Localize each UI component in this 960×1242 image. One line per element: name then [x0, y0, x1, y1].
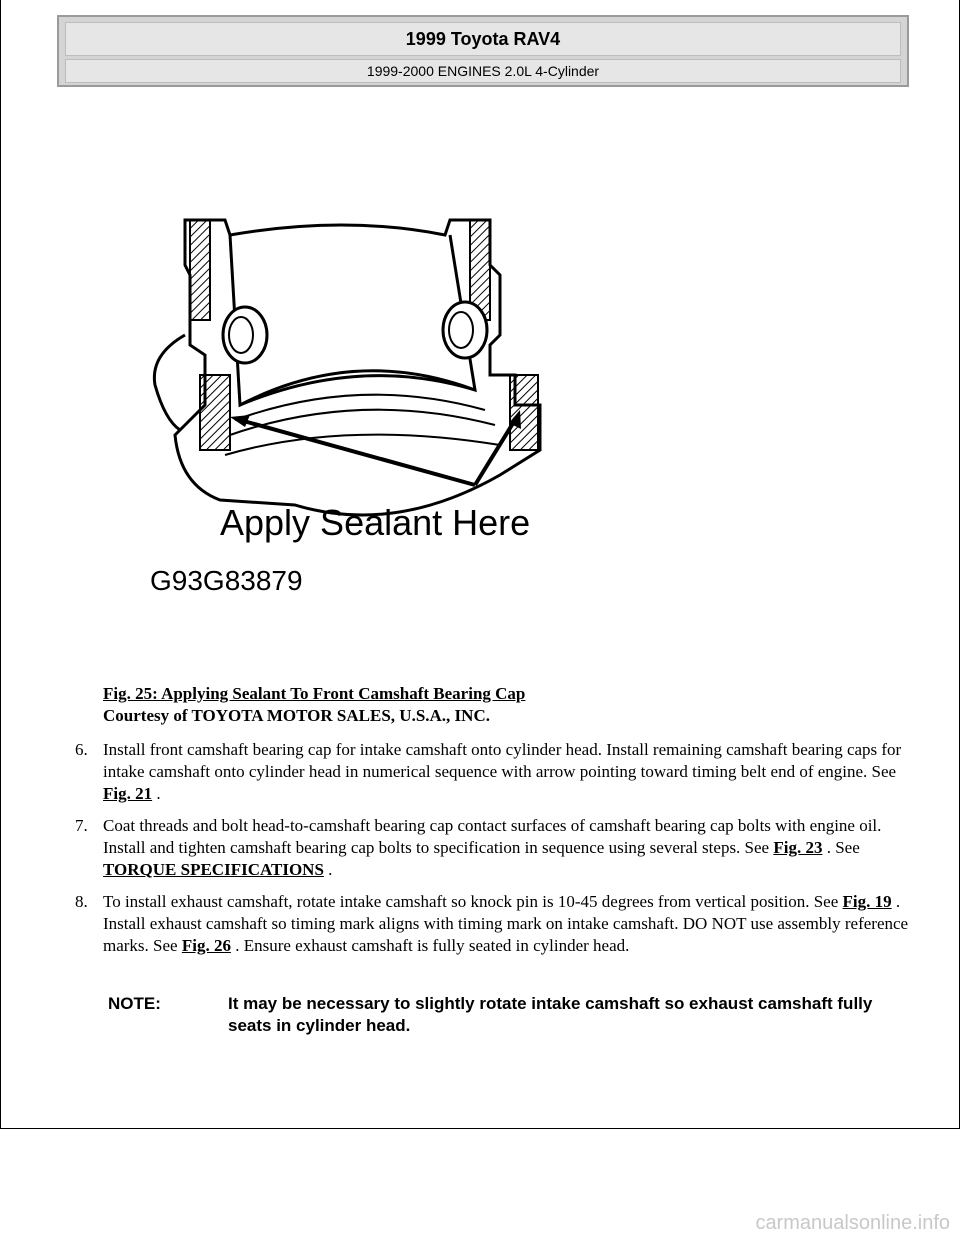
step-text: .: [152, 784, 161, 803]
section-subtitle: 1999-2000 ENGINES 2.0L 4-Cylinder: [65, 59, 901, 83]
document-header: [57, 15, 909, 87]
sealant-label: Apply Sealant Here: [220, 502, 531, 543]
fig-19-link[interactable]: Fig. 19: [842, 892, 892, 911]
step-number: 7.: [75, 816, 88, 835]
step-text: .: [323, 860, 333, 879]
bearing-cap-drawing: [145, 205, 575, 615]
step-text: Coat threads and bolt head-to-camshaft bearing cap contact surfaces of camshaft bearing cap bolts with engine oil. Install and tighten camshaft bearing cap bolts to specification in sequence using several steps. See: [103, 816, 882, 857]
watermark: carmanualsonline.info: [755, 1212, 950, 1234]
step-7: [75, 815, 915, 881]
step-text: To install exhaust camshaft, rotate intake camshaft so knock pin is 10-45 degrees from vertical position. See: [103, 892, 843, 911]
step-8: [75, 891, 915, 957]
image-code: G93G83879: [150, 565, 303, 596]
torque-specifications-link[interactable]: TORQUE SPECIFICATIONS: [103, 860, 324, 879]
step-text: . Ensure exhaust camshaft is fully seated in cylinder head.: [230, 936, 630, 955]
fig-21-link[interactable]: Fig. 21: [103, 784, 153, 803]
step-6: [75, 739, 915, 805]
step-text: . See: [822, 838, 860, 857]
step-text: Install front camshaft bearing cap for intake camshaft onto cylinder head. Install remaining camshaft bearing caps for intake camshaft onto cylinder head in numerical sequence with arrow pointing toward timing belt end of engine. See: [103, 740, 902, 781]
step-number: 8.: [75, 892, 88, 911]
fig-23-link[interactable]: Fig. 23: [773, 838, 823, 857]
note-text: It may be necessary to slightly rotate intake camshaft so exhaust camshaft fully seats in cylinder head.: [228, 994, 873, 1035]
step-number: 6.: [75, 740, 88, 759]
vehicle-title: 1999 Toyota RAV4: [65, 22, 901, 56]
fig-26-link[interactable]: Fig. 26: [181, 936, 231, 955]
step-text: . Install exhaust camshaft so timing mark aligns with timing mark on intake camshaft. DO NOT use assembly reference marks. See: [103, 892, 909, 955]
procedure-steps: [75, 739, 915, 967]
camshaft-bearing-cap-illustration: [145, 205, 575, 615]
note-label: NOTE:: [108, 994, 161, 1013]
figure-courtesy: Courtesy of TOYOTA MOTOR SALES, U.S.A., INC.: [103, 706, 490, 725]
figure-caption-link[interactable]: Fig. 25: Applying Sealant To Front Camshaft Bearing Cap: [103, 684, 526, 703]
